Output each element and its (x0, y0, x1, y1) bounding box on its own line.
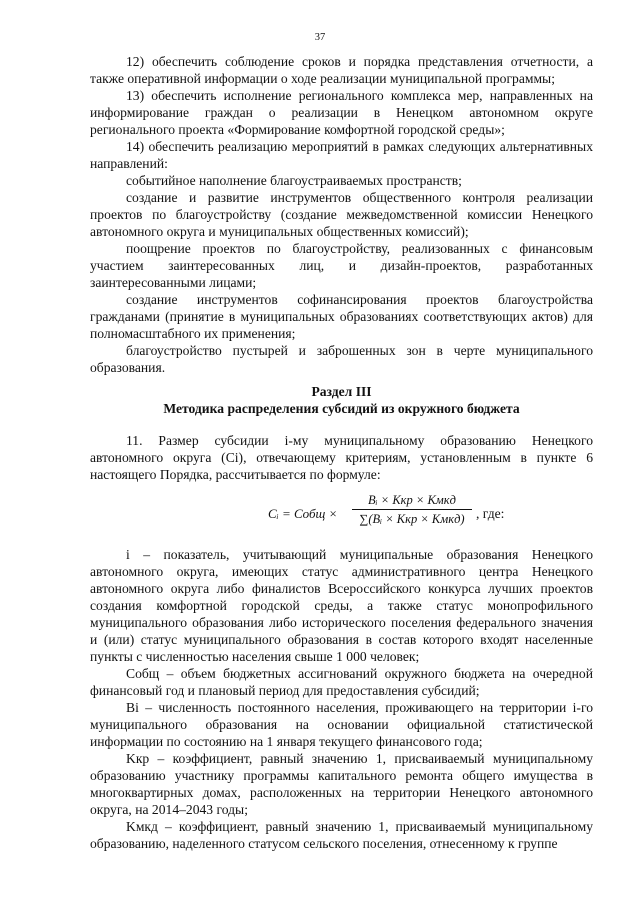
section-number: Раздел III (311, 384, 372, 399)
fraction-bar (352, 509, 472, 510)
formula-lhs: Cᵢ = Cобщ × (268, 506, 338, 521)
definition-i: i – показатель, учитывающий муниципальные образования Ненецкого автономного округа, имеющих статус административного центра Ненецкого автономного округа либо финалистов Всероссийского конкурса лучших проектов создания комфортной городской среды, а также статус монопрофильного муниципального образования либо исторического поселения федерального значения и (или) статус муниципального образования в состав которого входят населенные пункты с численностью населения свыше 1 000 человек; (90, 547, 593, 664)
subsidy-formula (268, 492, 568, 536)
direction-wastelands: благоустройство пустырей и заброшенных зон в черте муниципального образования. (90, 343, 593, 375)
paragraph-11-text: 11. Размер субсидии i-му муниципальному образованию Ненецкого автономного округа (Ci), отвечающему критериям, установленным в пункте 6 настоящего Порядка, рассчитывается по формуле: (90, 433, 593, 482)
item-12: 12) обеспечить соблюдение сроков и порядка представления отчетности, а также оперативной информации о ходе реализации муниципальной программы; (90, 54, 593, 86)
page-number: 37 (314, 32, 326, 43)
item-14: 14) обеспечить реализацию мероприятий в рамках следующих альтернативных направлений: (90, 139, 593, 171)
paragraph-11 (90, 432, 593, 483)
item-13: 13) обеспечить исполнение регионального комплекса мер, направленных на информирование граждан о реализации в Ненецком автономном округе регионального проекта «Формирование комфортной городской среды»; (90, 88, 593, 137)
definitions (90, 546, 593, 852)
direction-encouragement: поощрение проектов по благоустройству, реализованных с финансовым участием заинтересованных лиц, и дизайн-проектов, разработанных заинтересованными лицами; (90, 241, 593, 290)
direction-events: событийное наполнение благоустраиваемых пространств; (126, 173, 462, 188)
formula-denominator: ∑(Bᵢ × Kкр × Kмкд) (359, 512, 465, 526)
formula-numerator: Bᵢ × Kкр × Kмкд (368, 493, 456, 507)
definition-c-total: Cобщ – объем бюджетных ассигнований окружного бюджета на очередной финансовый год и плановый период для предоставления субсидий; (90, 666, 593, 698)
definition-b: Bi – численность постоянного населения, проживающего на территории i-го муниципального образования на основании официальной статистической информации по состоянию на 1 января текущего финансового года; (90, 700, 593, 749)
formula-fraction (352, 492, 472, 528)
obligations-list (90, 53, 593, 376)
definition-k-mkd: Kмкд – коэффициент, равный значению 1, присваиваемый муниципальному образованию, наделенного статусом сельского поселения, отнесенному к группе (90, 819, 593, 851)
section-heading (90, 383, 593, 417)
definition-k-kr: Kкр – коэффициент, равный значению 1, присваиваемый муниципальному образованию участнику программы капитального ремонта общего имущества в многоквартирных домах, расположенных на территории Ненецкого автономного округа, на 2014–2043 годы; (90, 751, 593, 817)
formula-tail: , где: (476, 506, 505, 521)
direction-control: создание и развитие инструментов общественного контроля реализации проектов по благоустройству (создание межведомственной комиссии Ненецкого автономного округа и муниципальных общественных комиссий); (90, 190, 593, 239)
section-title: Методика распределения субсидий из окружного бюджета (163, 401, 520, 416)
direction-cofinancing: создание инструментов софинансирования проектов благоустройства гражданами (принятие в муниципальных образованиях соответствующих актов) для полномасштабного их применения; (90, 292, 593, 341)
